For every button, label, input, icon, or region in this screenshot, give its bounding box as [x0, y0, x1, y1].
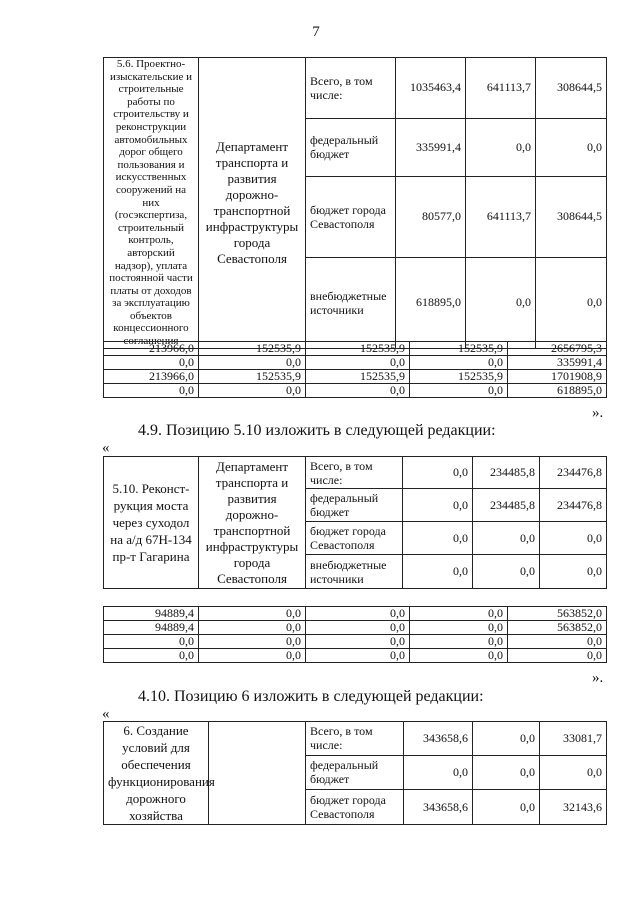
value-cell: 0,0: [104, 649, 199, 663]
source-cell: федеральный бюджет: [306, 118, 396, 176]
value-cell: 213966,0: [104, 370, 199, 384]
page-number: 7: [312, 24, 320, 40]
opening-quote: «: [102, 706, 110, 722]
value-cell: 0,0: [410, 649, 508, 663]
numbers-table-2: [103, 606, 607, 663]
value-cell: 80577,0: [396, 176, 466, 258]
table-row: [104, 621, 607, 635]
table-row: [104, 635, 607, 649]
value-cell: 234476,8: [540, 457, 607, 489]
value-cell: 563852,0: [508, 621, 607, 635]
source-cell: федеральный бюджет: [306, 489, 403, 522]
table-row: [104, 607, 607, 621]
value-cell: 0,0: [403, 489, 473, 522]
value-cell: 641113,7: [466, 176, 536, 258]
value-cell: 618895,0: [508, 384, 607, 398]
value-cell: 0,0: [540, 555, 607, 589]
value-cell: 0,0: [404, 755, 473, 790]
value-cell: 0,0: [199, 384, 306, 398]
table-row: [104, 384, 607, 398]
value-cell: 0,0: [473, 755, 540, 790]
value-cell: 0,0: [473, 722, 540, 756]
value-cell: 0,0: [540, 522, 607, 555]
value-cell: 335991,4: [508, 356, 607, 370]
value-cell: 343658,6: [404, 722, 473, 756]
value-cell: 1701908,9: [508, 370, 607, 384]
position-5-6-table: [103, 57, 607, 349]
source-cell: Всего, в том числе:: [306, 722, 404, 756]
value-cell: 641113,7: [466, 58, 536, 119]
value-cell: 0,0: [306, 356, 410, 370]
value-cell: 308644,5: [536, 176, 607, 258]
value-cell: 152535,9: [199, 370, 306, 384]
value-cell: 0,0: [540, 755, 607, 790]
value-cell: 0,0: [473, 790, 540, 825]
table-row: [104, 649, 607, 663]
value-cell: 0,0: [410, 635, 508, 649]
value-cell: 234476,8: [540, 489, 607, 522]
value-cell: 0,0: [410, 356, 508, 370]
position-5-10-table: [103, 456, 607, 589]
value-cell: 308644,5: [536, 58, 607, 119]
value-cell: 32143,6: [540, 790, 607, 825]
value-cell: 0,0: [306, 635, 410, 649]
value-cell: 213966,0: [104, 342, 199, 356]
value-cell: 94889,4: [104, 607, 199, 621]
section-heading: 4.9. Позицию 5.10 изложить в следующей редакции:: [138, 422, 496, 439]
value-cell: 2656795,3: [508, 342, 607, 356]
source-cell: внебюджетные источники: [306, 555, 403, 589]
value-cell: 0,0: [473, 522, 540, 555]
value-cell: 0,0: [104, 635, 199, 649]
value-cell: 234485,8: [473, 489, 540, 522]
table-row: [104, 370, 607, 384]
value-cell: 0,0: [306, 649, 410, 663]
value-cell: 0,0: [199, 635, 306, 649]
value-cell: 0,0: [199, 607, 306, 621]
department-cell: [209, 722, 306, 825]
value-cell: 0,0: [410, 384, 508, 398]
value-cell: 152535,9: [410, 342, 508, 356]
position-name: 5.10. Реконст-рукция моста через суходол на а/д 67Н-134 пр-т Гагарина: [104, 457, 199, 589]
value-cell: 33081,7: [540, 722, 607, 756]
value-cell: 0,0: [199, 649, 306, 663]
value-cell: 0,0: [536, 118, 607, 176]
source-cell: бюджет города Севастополя: [306, 790, 404, 825]
department-cell: Департамент транспорта и развития дорожно-транспортной инфраструктуры города Севастополя: [199, 457, 306, 589]
source-cell: бюджет города Севастополя: [306, 522, 403, 555]
value-cell: 1035463,4: [396, 58, 466, 119]
value-cell: 0,0: [403, 457, 473, 489]
table-row: [104, 342, 607, 356]
value-cell: 0,0: [508, 635, 607, 649]
source-cell: Всего, в том числе:: [306, 58, 396, 119]
closing-quote: ».: [592, 405, 604, 421]
value-cell: 0,0: [410, 621, 508, 635]
value-cell: 0,0: [104, 384, 199, 398]
source-cell: федеральный бюджет: [306, 755, 404, 790]
department-cell: Департамент транспорта и развития дорожно-транспортной инфраструктуры города Севастополя: [199, 58, 306, 349]
value-cell: 335991,4: [396, 118, 466, 176]
value-cell: 343658,6: [404, 790, 473, 825]
value-cell: 152535,9: [306, 370, 410, 384]
numbers-table-1: [103, 341, 607, 398]
closing-quote: ».: [592, 670, 604, 686]
opening-quote: «: [102, 440, 110, 456]
value-cell: 0,0: [473, 555, 540, 589]
value-cell: 152535,9: [199, 342, 306, 356]
value-cell: 0,0: [199, 621, 306, 635]
source-cell: внебюджетные источники: [306, 258, 396, 348]
value-cell: 94889,4: [104, 621, 199, 635]
table-row: [104, 356, 607, 370]
value-cell: 0,0: [104, 356, 199, 370]
value-cell: 618895,0: [396, 258, 466, 348]
value-cell: 563852,0: [508, 607, 607, 621]
position-name: 6. Создание условий для обеспечения функционирования дорожного хозяйства: [104, 722, 209, 825]
value-cell: 0,0: [306, 607, 410, 621]
value-cell: 152535,9: [306, 342, 410, 356]
value-cell: 0,0: [508, 649, 607, 663]
section-heading: 4.10. Позицию 6 изложить в следующей редакции:: [138, 688, 484, 705]
value-cell: 0,0: [199, 356, 306, 370]
position-6-table: [103, 721, 607, 825]
value-cell: 234485,8: [473, 457, 540, 489]
value-cell: 0,0: [466, 118, 536, 176]
value-cell: 0,0: [466, 258, 536, 348]
source-cell: бюджет города Севастополя: [306, 176, 396, 258]
value-cell: 0,0: [403, 555, 473, 589]
position-name: 5.6. Проектно-изыскательские и строительные работы по строительству и реконструкции автомобильных дорог общего пользования и искусственных сооружений на них (госэкспертиза, строительный контроль, авторский надзор), уплата постоянной части платы от доходов за эксплуатацию объектов концессионного соглашения: [104, 58, 199, 349]
value-cell: 0,0: [403, 522, 473, 555]
source-cell: Всего, в том числе:: [306, 457, 403, 489]
value-cell: 0,0: [410, 607, 508, 621]
value-cell: 0,0: [536, 258, 607, 348]
value-cell: 0,0: [306, 621, 410, 635]
value-cell: 0,0: [306, 384, 410, 398]
value-cell: 152535,9: [410, 370, 508, 384]
